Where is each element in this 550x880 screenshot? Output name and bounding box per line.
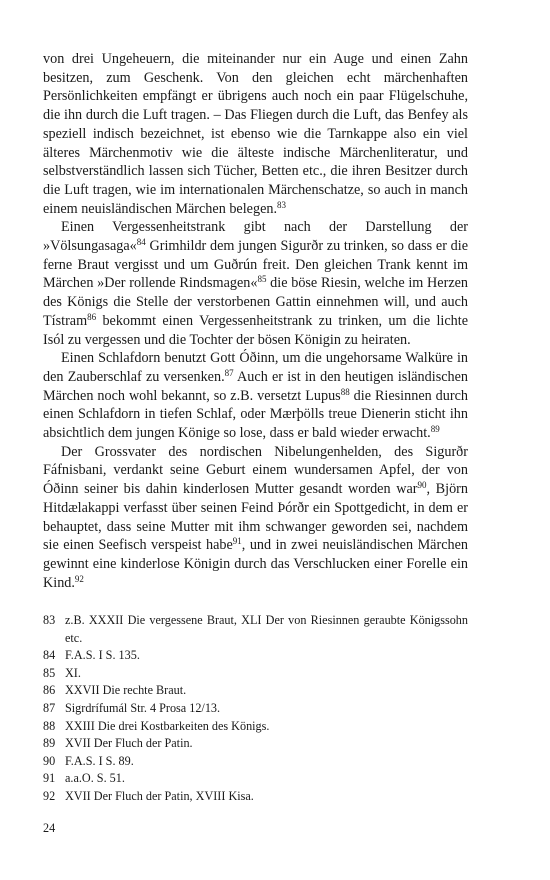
footnote-text: XXIII Die drei Kostbarkeiten des Königs. xyxy=(65,718,270,733)
paragraph: Der Grossvater des nordischen Nibelungenhelden, des Sigurðr Fáfnisbani, verdankt seine Geburt einem wundersamen Apfel, der von Óðinn seiner bis dahin kinderlosen Mutter gesandt worden war$^{90}$, Björn Hitdælakappi verfasst über seinen Feind Þórðr ein Spottgedicht, in dem er behauptet, dass seine Mutter mit ihm schwanger geworden sei, nachdem sie einen Seefisch verspeist habe$^{91}$, und in zwei neuisländischen Märchen gewinnt eine kinderlose Königin durch das Verschlucken einer Forelle ein Kind.$^{92}$ xyxy=(43,443,468,591)
footnote-number: 91 xyxy=(43,771,56,786)
footnote-ref[interactable]: 86 xyxy=(87,311,97,322)
footnote-text: z.B. XXXII Die vergessene Braut, XLI Der von Riesinnen geraubte Königssohn etc. xyxy=(65,613,468,645)
footnote-text: XVII Der Fluch der Patin. xyxy=(65,736,193,751)
footnote xyxy=(43,770,468,788)
body-text xyxy=(43,50,468,592)
footnote-ref[interactable]: 83 xyxy=(277,199,287,210)
footnote xyxy=(43,647,468,665)
footnote xyxy=(43,788,468,806)
footnote-number: 85 xyxy=(43,665,56,680)
paragraph: Einen Schlafdorn benutzt Gott Óðinn, um die ungehorsame Walküre in den Zauberschlaf zu versenken.$^{87}$ Auch er ist in den heutigen isländischen Märchen noch wohl bekannt, so z.B. versetzt Lupus$^{88}$ die Riesinnen durch einen Schlafdorn in tiefen Schlaf, oder Mærþölls treue Dienerin sticht ihn absichtlich dem jungen Könige so lose, dass er bald wieder erwacht.$^{89}$ xyxy=(43,350,468,442)
paragraph: Einen Vergessenheitstrank gibt nach der Darstellung der »Völsungasaga«$^{84}$ Grimhildr dem jungen Sigurðr zu trinken, so dass er die ferne Braut vergisst und um Guðrún freit. Den gleichen Trank kennt im Märchen »Der rollende Rindsmagen«$^{85}$ die böse Riesin, welche im Herzen des Königs die Stelle der verstorbenen Gattin einnehmen will, und auch Tístram$^{86}$ bekommt einen Vergessenheitstrank zu trinken, um die lichte Isól zu vergessen und die Tochter der bösen Königin zu heiraten. xyxy=(43,219,469,348)
footnote-text: XI. xyxy=(65,665,81,680)
footnote-text: Sigrdrífumál Str. 4 Prosa 12/13. xyxy=(65,700,221,715)
footnote-ref[interactable]: 85 xyxy=(257,274,267,285)
footnote-number: 87 xyxy=(43,700,56,715)
footnote-text: F.A.S. I S. 135. xyxy=(65,648,140,663)
footnote xyxy=(43,753,468,771)
footnotes xyxy=(43,612,468,806)
footnote-ref[interactable]: 89 xyxy=(430,424,440,435)
footnote-number: 92 xyxy=(43,788,56,803)
paragraph: von drei Ungeheuern, die miteinander nur ein Auge und einen Zahn besitzen, zum Geschenk. Von den gleichen echt märchenhaften Persönlichkeiten empfängt er übrigens auch noch ein paar Flügelschuhe, die ihn durch die Luft tragen. – Das Fliegen durch die Luft, das Benfey als speziell indisch bezeichnet, ist ebenso wie die Tarnkappe also ein viel älteres Märchenmotiv wie die älteste indische Märchenliteratur, und selbstverständlich lassen sich Tücher, Betten etc., die ihren Besitzer durch die Luft tragen, wie im internationalen Märchenschatze, so auch in manch einem neuisländischen Märchen belegen.$^{83}$ xyxy=(43,51,468,217)
page-number: 24 xyxy=(43,821,56,835)
footnote-ref[interactable]: 84 xyxy=(136,237,146,248)
footnote-text: a.a.O. S. 51. xyxy=(65,771,125,786)
footnote-number: 86 xyxy=(43,683,56,698)
footnote-text: XXVII Die rechte Braut. xyxy=(65,683,187,698)
footnote-ref[interactable]: 91 xyxy=(232,536,242,547)
footnote-ref[interactable]: 87 xyxy=(224,367,234,378)
footnote-ref[interactable]: 92 xyxy=(74,573,84,584)
footnote xyxy=(43,718,468,736)
footnote-number: 89 xyxy=(43,736,56,751)
footnote-text: XVII Der Fluch der Patin, XVIII Kisa. xyxy=(65,788,254,803)
footnote-ref[interactable]: 88 xyxy=(340,386,350,397)
footnote-number: 88 xyxy=(43,718,56,733)
footnote xyxy=(43,735,468,753)
footnote xyxy=(43,612,468,647)
footnote-number: 90 xyxy=(43,753,56,768)
footnote xyxy=(43,682,468,700)
footnote-text: F.A.S. I S. 89. xyxy=(65,753,134,768)
footnote xyxy=(43,700,468,718)
footnote-number: 84 xyxy=(43,648,56,663)
footnote xyxy=(43,665,468,683)
footnote-number: 83 xyxy=(43,613,56,627)
footnote-ref[interactable]: 90 xyxy=(417,480,427,491)
